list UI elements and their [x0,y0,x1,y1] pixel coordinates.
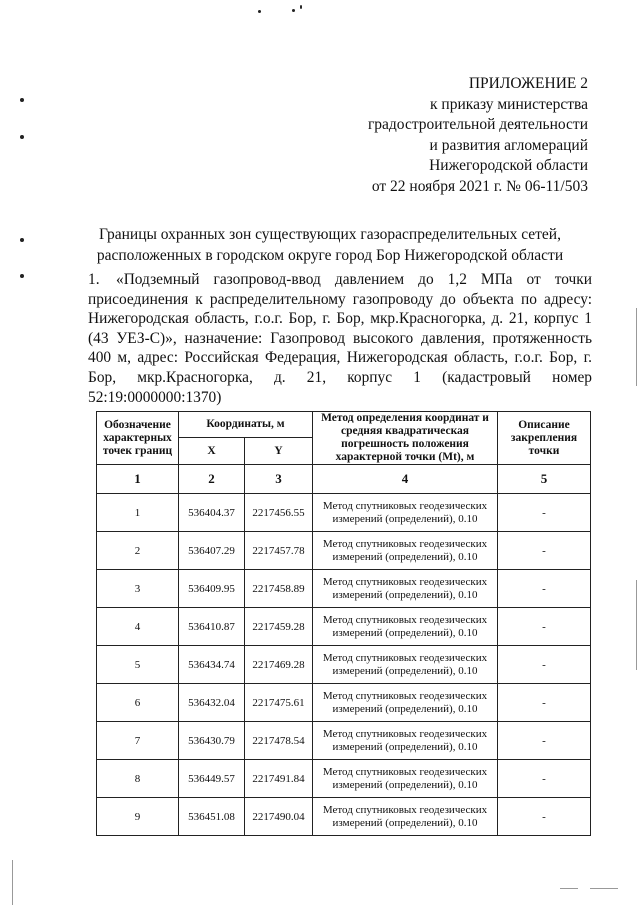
header-y: Y [245,438,313,465]
scan-speck [258,10,261,13]
y-coordinate-cell: 2217469.28 [245,646,313,684]
header-description: Описание закрепления точки [498,412,591,465]
method-cell: Метод спутниковых геодезических измерений (определений), 0.10 [313,798,498,836]
description-cell: - [498,608,591,646]
point-cell: 9 [97,798,179,836]
method-cell: Метод спутниковых геодезических измерений (определений), 0.10 [313,608,498,646]
description-cell: - [498,646,591,684]
y-coordinate-cell: 2217458.89 [245,570,313,608]
y-coordinate-cell: 2217475.61 [245,684,313,722]
point-cell: 8 [97,760,179,798]
method-cell: Метод спутниковых геодезических измерений (определений), 0.10 [313,570,498,608]
appendix-line: и развития агломераций [429,136,588,154]
x-coordinate-cell: 536404.37 [179,494,245,532]
description-cell: - [498,532,591,570]
appendix-line: к приказу министерства [430,95,588,113]
column-number: 4 [313,465,498,494]
x-coordinate-cell: 536432.04 [179,684,245,722]
description-cell: - [498,798,591,836]
table-row [97,532,591,570]
scan-edge-line [560,888,578,889]
y-coordinate-cell: 2217456.55 [245,494,313,532]
appendix-date-number: от 22 ноября 2021 г. № 06-11/503 [371,177,588,195]
x-coordinate-cell: 536430.79 [179,722,245,760]
column-number: 1 [97,465,179,494]
method-cell: Метод спутниковых геодезических измерений (определений), 0.10 [313,722,498,760]
coordinates-table [96,411,591,836]
method-cell: Метод спутниковых геодезических измерений (определений), 0.10 [313,532,498,570]
table-row [97,760,591,798]
header-x: X [179,438,245,465]
method-cell: Метод спутниковых геодезических измерений (определений), 0.10 [313,494,498,532]
scan-speck [292,9,295,12]
point-cell: 7 [97,722,179,760]
scan-edge-line [590,888,618,889]
x-coordinate-cell: 536409.95 [179,570,245,608]
scan-speck [20,238,24,242]
table-row [97,798,591,836]
y-coordinate-cell: 2217478.54 [245,722,313,760]
x-coordinate-cell: 536434.74 [179,646,245,684]
column-number: 3 [245,465,313,494]
y-coordinate-cell: 2217490.04 [245,798,313,836]
x-coordinate-cell: 536449.57 [179,760,245,798]
scan-edge-line [636,580,637,670]
header-method: Метод определения координат и средняя квадратическая погрешность положения характерной точки (Mt), м [313,412,498,465]
scan-speck [20,135,24,139]
point-cell: 6 [97,684,179,722]
point-cell: 5 [97,646,179,684]
table-row [97,684,591,722]
paragraph-text: «Подземный газопровод-ввод давлением до 1,2 МПа от точки присоединения к распределительному газопроводу до объекта по адресу: Нижегородская область, г.о.г. Бор, г. Бор, мкр.Красногорка, д. 21, корпус 1 (43 УЕЗ-С)», назначение: Газопровод высокого давления, протяженность 400 м, адрес: Российская Федерация, Нижегородская область, г.о.г. Бор, г. Бор, мкр.Красногорка, д. 21, корпус 1 (кадастровый номер 52:19:0000000:1370) [88,271,592,406]
appendix-line: градостроительной деятельности [367,116,588,133]
scan-edge-line [636,308,637,386]
table-row [97,722,591,760]
description-cell: - [498,684,591,722]
method-cell: Метод спутниковых геодезических измерений (определений), 0.10 [313,684,498,722]
description-cell: - [498,722,591,760]
document-title-line: расположенных в городском округе город Бор Нижегородской области [96,247,564,264]
scan-speck [20,274,24,278]
y-coordinate-cell: 2217459.28 [245,608,313,646]
point-cell: 2 [97,532,179,570]
x-coordinate-cell: 536451.08 [179,798,245,836]
object-description [88,270,592,407]
paragraph-number: 1. [88,271,100,288]
appendix-line: Нижегородской области [429,157,588,174]
x-coordinate-cell: 536410.87 [179,608,245,646]
description-cell: - [498,760,591,798]
column-number-row [97,465,591,494]
method-cell: Метод спутниковых геодезических измерений (определений), 0.10 [313,760,498,798]
scan-speck [20,98,24,102]
appendix-header [328,74,588,197]
appendix-title: ПРИЛОЖЕНИЕ 2 [468,75,588,92]
y-coordinate-cell: 2217491.84 [245,760,313,798]
column-number: 5 [498,465,591,494]
point-cell: 1 [97,494,179,532]
scan-edge-line [12,860,13,905]
document-title-line: Границы охранных зон существующих газораспределительных сетей, [99,226,561,243]
scan-speck [300,5,302,9]
y-coordinate-cell: 2217457.78 [245,532,313,570]
x-coordinate-cell: 536407.29 [179,532,245,570]
document-title [60,224,600,266]
description-cell: - [498,570,591,608]
table-row [97,570,591,608]
method-cell: Метод спутниковых геодезических измерений (определений), 0.10 [313,646,498,684]
description-cell: - [498,494,591,532]
header-coordinates: Координаты, м [179,412,313,438]
column-number: 2 [179,465,245,494]
table-row [97,608,591,646]
header-point-designation: Обозначение характерных точек границ [97,412,179,465]
point-cell: 4 [97,608,179,646]
point-cell: 3 [97,570,179,608]
table-row [97,494,591,532]
table-row [97,646,591,684]
